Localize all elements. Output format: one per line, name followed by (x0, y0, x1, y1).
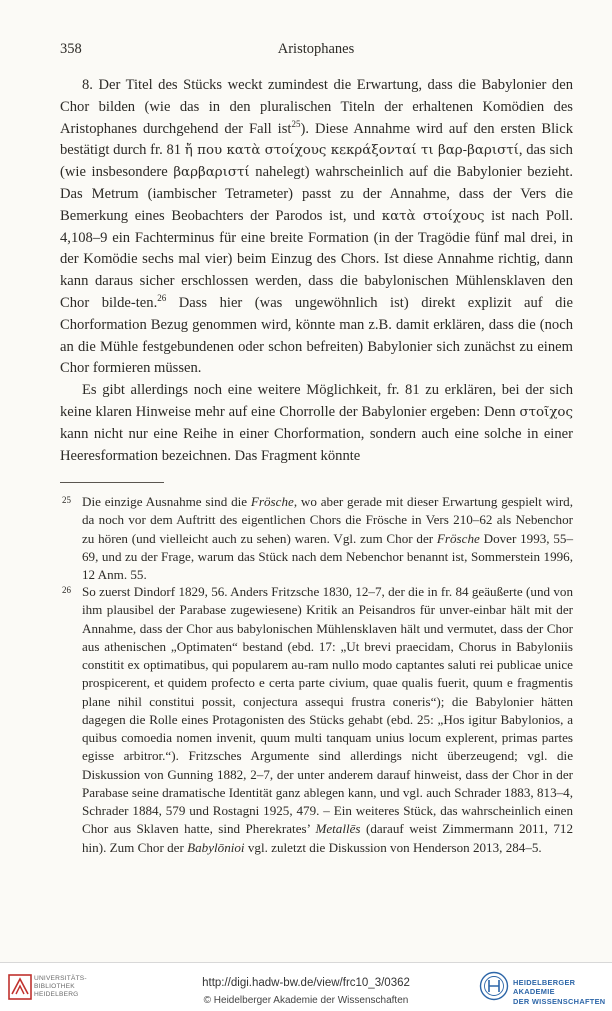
footnote-26 (62, 583, 574, 857)
library-name-line: HEIDELBERG (34, 991, 79, 999)
text-run: kann nicht nur eine Reihe in einer Chorformation, sondern auch eine solche in einer Heeresformation bezeichnen. Das Fragment könnte (60, 425, 573, 464)
text-run: Die einzige Ausnahme sind die (82, 494, 251, 509)
text-run: , wo aber gerade mit dieser Erwartung gespielt wird, da noch vor dem Auftritt des eigentlichen Chors die Frösche in Vers 210–62 als Nebenchor zu hören (und vielleicht auch zu sehen) waren. Vgl. zum Chor der (82, 494, 574, 546)
greek-quote: βαρβαριστί (173, 165, 250, 181)
academy-name (513, 978, 612, 1006)
paragraph-1 (60, 75, 573, 380)
library-name-line: BIBLIOTHEK (34, 983, 75, 991)
italic-title: Frösche (250, 494, 294, 509)
greek-quote: κατὰ στοίχους (381, 208, 485, 224)
footnote-marker: 25 (62, 495, 71, 505)
viewer-footer (0, 962, 612, 1011)
greek-quote: ἤ που κατὰ στοίχους κεκράξονταί τι βαρ-βαριστί (184, 143, 519, 159)
text-run: 8. Der Titel des Stücks weckt zumindest die Erwartung, dass die Babylonier den Chor bilden (wie das in den pluralischen Titeln der erhaltenen Komödien des Aristophanes durchgehend der Fall ist (60, 77, 573, 137)
permalink-url[interactable]: http://digi.hadw-bw.de/view/frc10_3/0362 (202, 977, 410, 989)
academy-logo-icon[interactable] (479, 971, 509, 1001)
academy-name-line: DER WISSENSCHAFTEN (513, 996, 606, 1006)
page-header (60, 41, 572, 61)
copyright-notice: © Heidelberger Akademie der Wissenschaften (203, 995, 409, 1006)
footnote-ref-25[interactable]: 25 (291, 118, 301, 129)
running-head: Aristophanes (277, 41, 355, 57)
text-run: Dover 1993, 55–69, und zu der Frage, warum das Stück nach dem Nebenchor benannt ist, Sommerstein 1996, 12 Anm. 55. (82, 530, 573, 582)
page-number: 358 (60, 41, 82, 57)
footnote-separator (60, 482, 164, 483)
italic-title: Frösche (436, 530, 480, 546)
footnote-25 (62, 493, 574, 584)
text-run: Es gibt allerdings noch eine weitere Möglichkeit, fr. 81 zu erklären, bei der sich keine klaren Hinweise mehr auf eine Chorrolle der Babylonier ergeben: Denn (60, 382, 573, 420)
text-run: So zuerst Dindorf 1829, 56. Anders Fritzsche 1830, 12–7, der die in fr. 84 geäußerte (und von ihm plausibel der Parabase zugewiesene) Kritik an Peisandros für unver-einbar hält mit der Annahme, dass der Chor aus babylonischen Mühlensklaven hält und vermutet, dass der Chor aus athenischen „Optimaten“ bestand (ebd. 17: „Ut brevi praecidam, Chorus in Babyloniis constitit ex optimatibus, qui popularem au-ram nullo modo captantes saluti rei publicae unice prospicerent, et quidem profecto e certa parte civium, quae qualis fuerit, quum e fragmentis plane nihil constitui possit, conjectura assequi frustra coneris“); die Babylonier hätten dagegen die Rolle eines Protagonisten des Stücks gehabt (ebd. 25: „Hos igitur Babylonios, a quibus comoedia nomen invenit, quum multi tanquam unius locum explerent, primas partes egisse arbitror.“). Fritzsches Argumente sind allerdings nicht überzeugend; vgl. die Diskussion von Gunning 1882, 2–7, der unter anderem darauf hinweist, dass der Chor in der Parabase seine dramatische Identität ganz ablegen kann, und vgl. auch Schrader 1883, 813–4, Schrader 1884, 579 und Rostagni 1925, 479. – Ein weiteres Stück, das wahrscheinlich einen Chor aus Sklaven hatte, sind Pherekrates’ (82, 584, 573, 837)
library-name-line: UNIVERSITÄTS- (34, 975, 87, 982)
text-run: vgl. zuletzt die Diskussion von Henderson 2013, 284–5. (244, 839, 542, 855)
text-run: , das sich (wie insbesondere (60, 142, 573, 181)
text-run: ). Diese Annahme wird auf den ersten Blick bestätigt durch fr. 81 (60, 120, 573, 159)
greek-quote: στοῖχος (519, 404, 573, 420)
text-run: nahelegt) wahrscheinlich auf die Babylonier bezieht. Das Metrum (iambischer Tetrameter) passt zu der Annahme, dass der Vers die Bemerkung eines Beobachters der Parodos ist, und (60, 164, 573, 224)
academy-name-line: HEIDELBERGER AKADEMIE (513, 978, 576, 997)
text-run: ist nach Poll. 4,108–9 ein Fachterminus für eine breite Formation (in der Tragödie fünf mal drei, in der Komödie sechs mal vier) beim Einzug des Chors. Ist diese Annahme richtig, dann kann daraus sicher erschlossen werden, dass die babylonischen Mühlensklaven den Chor bilde-ten. (60, 207, 573, 311)
footnote-marker: 26 (62, 585, 71, 595)
text-run: (darauf weist Zimmermann 2011, 712 hin). Zum Chor der (82, 821, 574, 855)
paragraph-2 (60, 380, 573, 467)
footnote-ref-26[interactable]: 26 (157, 292, 167, 303)
italic-title: Babylōnioi (187, 839, 245, 855)
text-run: Dass hier (was ungewöhnlich ist) direkt explizit auf die Chorformation Bezug genommen wird, könnte man z.B. damit erklären, dass die (noch an die Mühle festgebundenen oder schon befreiten) Babylonier sich zunächst zu einem Chor formieren müssen. (60, 294, 573, 377)
main-text (60, 75, 573, 467)
italic-title: Metallēs (315, 821, 361, 837)
